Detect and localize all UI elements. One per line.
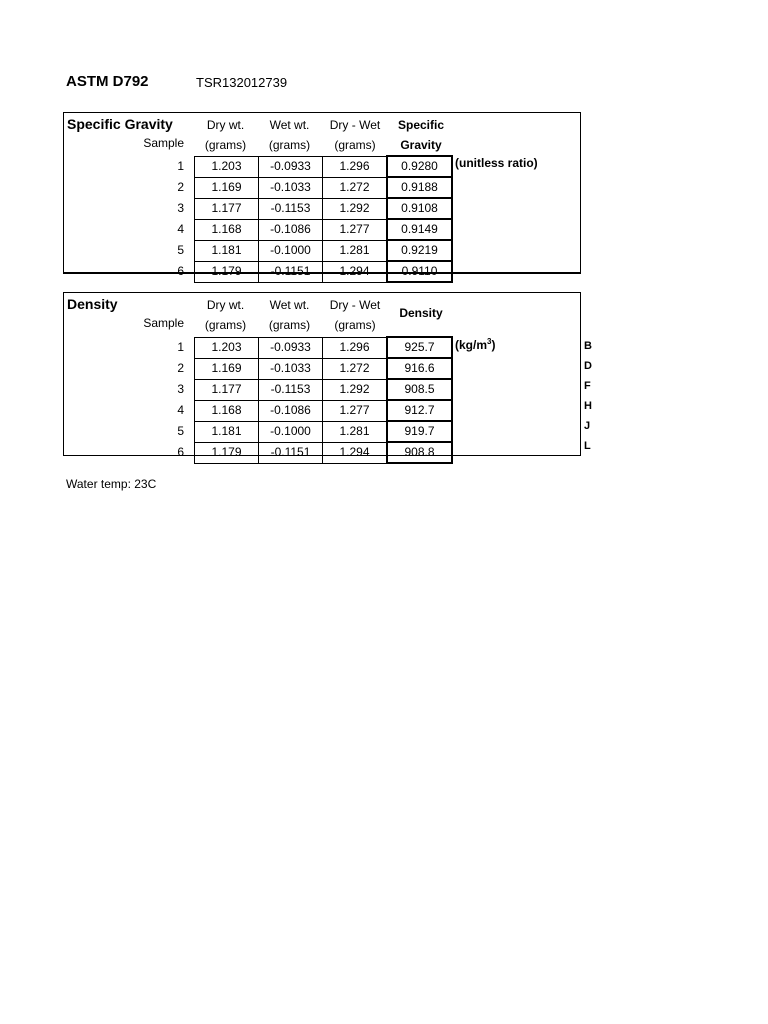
sample-number: 3 <box>177 201 184 215</box>
header-line: Dry wt. <box>206 118 245 132</box>
document-title: ASTM D792 <box>66 73 149 90</box>
header-line: Wet wt. <box>269 298 310 312</box>
wet-weight-cell: -0.1086 <box>259 219 323 240</box>
row-letter: B <box>584 340 592 352</box>
wet-weight-cell: -0.1000 <box>259 240 323 261</box>
dry-minus-wet-cell: 1.296 <box>323 156 388 177</box>
sample-number: 6 <box>177 445 184 459</box>
dry-minus-wet-cell: 1.294 <box>323 261 388 282</box>
unit-text: (kg/m <box>455 338 488 352</box>
result-cell: 0.9110 <box>387 261 452 282</box>
report-id: TSR132012739 <box>196 75 288 90</box>
dry-minus-wet-cell: 1.272 <box>323 177 388 198</box>
unit-text-close: ) <box>491 338 496 352</box>
header-line: Wet wt. <box>269 118 310 132</box>
dry-weight-cell: 1.181 <box>195 240 259 261</box>
wet-weight-header <box>258 115 321 155</box>
wet-weight-cell: -0.1151 <box>259 442 323 463</box>
dry-minus-wet-cell: 1.292 <box>323 198 388 219</box>
header-line: (grams) <box>268 318 311 332</box>
row-letter: H <box>584 400 592 412</box>
sample-number: 3 <box>177 382 184 396</box>
dry-weight-header <box>194 115 257 155</box>
wet-weight-cell: -0.1000 <box>259 421 323 442</box>
table-row <box>74 219 452 240</box>
header-line: (grams) <box>204 318 247 332</box>
result-cell: 0.9149 <box>387 219 452 240</box>
sample-header: Sample <box>143 316 184 330</box>
result-cell: 0.9280 <box>387 156 452 177</box>
table-row <box>74 240 452 261</box>
dry-weight-cell: 1.203 <box>195 156 259 177</box>
wet-weight-cell: -0.1086 <box>259 400 323 421</box>
specific-gravity-header <box>388 115 454 155</box>
dry-minus-wet-cell: 1.296 <box>323 337 388 358</box>
result-cell: 908.5 <box>387 379 452 400</box>
sample-number: 5 <box>177 243 184 257</box>
result-cell: 0.9219 <box>387 240 452 261</box>
dry-minus-wet-cell: 1.277 <box>323 219 388 240</box>
sample-number: 4 <box>177 222 184 236</box>
dry-weight-cell: 1.203 <box>195 337 259 358</box>
sample-header: Sample <box>143 136 184 150</box>
dry-minus-wet-cell: 1.281 <box>323 240 388 261</box>
section-title: Density <box>67 296 118 312</box>
dry-weight-cell: 1.168 <box>195 400 259 421</box>
header-line: Gravity <box>400 138 442 152</box>
sample-number: 5 <box>177 424 184 438</box>
table-row <box>74 379 452 400</box>
dry-weight-header <box>194 295 257 335</box>
section-title: Specific Gravity <box>67 116 173 132</box>
wet-weight-cell: -0.0933 <box>259 156 323 177</box>
dry-minus-wet-cell: 1.272 <box>323 358 388 379</box>
result-cell: 919.7 <box>387 421 452 442</box>
specific-gravity-section <box>63 112 581 278</box>
table-row <box>74 177 452 198</box>
row-letter: L <box>584 440 591 452</box>
wet-weight-cell: -0.1153 <box>259 379 323 400</box>
table-row <box>74 400 452 421</box>
table-row <box>74 442 452 463</box>
dry-weight-cell: 1.168 <box>195 219 259 240</box>
dry-weight-cell: 1.177 <box>195 379 259 400</box>
unit-note: (unitless ratio) <box>455 156 538 170</box>
row-letter: F <box>584 380 591 392</box>
unit-superscript: 3 <box>487 337 492 346</box>
wet-weight-cell: -0.1033 <box>259 177 323 198</box>
table-row <box>74 198 452 219</box>
dry-minus-wet-header <box>322 115 388 155</box>
header-line: Dry - Wet <box>329 118 381 132</box>
row-letter: D <box>584 360 592 372</box>
dry-minus-wet-cell: 1.277 <box>323 400 388 421</box>
table-row <box>74 358 452 379</box>
result-cell: 0.9188 <box>387 177 452 198</box>
density-section <box>63 292 581 459</box>
specific-gravity-table <box>74 155 453 283</box>
dry-minus-wet-header <box>322 295 388 335</box>
wet-weight-cell: -0.0933 <box>259 337 323 358</box>
table-row <box>74 156 452 177</box>
wet-weight-cell: -0.1033 <box>259 358 323 379</box>
dry-weight-cell: 1.179 <box>195 442 259 463</box>
unit-note <box>455 337 495 352</box>
result-cell: 0.9108 <box>387 198 452 219</box>
sample-number: 6 <box>177 264 184 278</box>
header-line: Dry wt. <box>206 298 245 312</box>
sample-number: 1 <box>177 159 184 173</box>
dry-weight-cell: 1.169 <box>195 177 259 198</box>
result-cell: 908.8 <box>387 442 452 463</box>
dry-weight-cell: 1.177 <box>195 198 259 219</box>
header-line: Specific <box>397 118 445 132</box>
dry-weight-cell: 1.179 <box>195 261 259 282</box>
density-header: Density <box>399 306 443 320</box>
dry-minus-wet-cell: 1.281 <box>323 421 388 442</box>
row-letter: J <box>584 420 591 432</box>
table-row <box>74 421 452 442</box>
dry-minus-wet-cell: 1.294 <box>323 442 388 463</box>
water-temperature: Water temp: 23C <box>66 477 157 491</box>
header-line: Dry - Wet <box>329 298 381 312</box>
sample-number: 2 <box>177 180 184 194</box>
dry-weight-cell: 1.181 <box>195 421 259 442</box>
dry-weight-cell: 1.169 <box>195 358 259 379</box>
sample-number: 1 <box>177 340 184 354</box>
table-row <box>74 261 452 282</box>
result-cell: 916.6 <box>387 358 452 379</box>
wet-weight-cell: -0.1151 <box>259 261 323 282</box>
header-line: (grams) <box>334 318 376 332</box>
dry-minus-wet-cell: 1.292 <box>323 379 388 400</box>
density-table <box>74 336 453 464</box>
result-cell: 925.7 <box>387 337 452 358</box>
sample-number: 2 <box>177 361 184 375</box>
table-row <box>74 337 452 358</box>
result-cell: 912.7 <box>387 400 452 421</box>
wet-weight-cell: -0.1153 <box>259 198 323 219</box>
sample-number: 4 <box>177 403 184 417</box>
wet-weight-header <box>258 295 321 335</box>
header-line: (grams) <box>268 138 311 152</box>
header-line: (grams) <box>334 138 376 152</box>
header-line: (grams) <box>204 138 247 152</box>
